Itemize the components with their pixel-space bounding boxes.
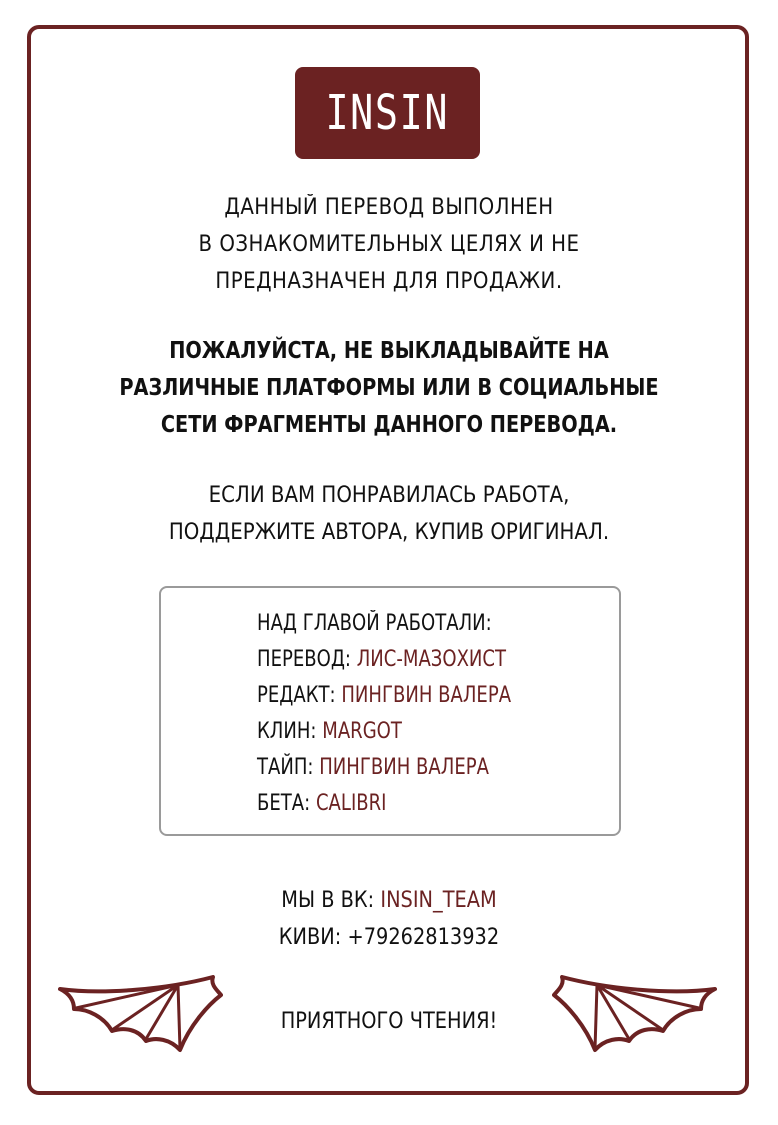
team-logo <box>295 67 480 159</box>
credits-heading: НАД ГЛАВОЙ РАБОТАЛИ: <box>257 611 492 636</box>
warning-text <box>113 333 666 444</box>
disclaimer-text <box>93 189 685 300</box>
credit-name: MARGOT <box>322 719 402 744</box>
credit-name: ЛИС-МАЗОХИСТ <box>356 647 507 672</box>
credit-label: ТАЙП: <box>257 755 314 780</box>
credit-label: ПЕРЕВОД: <box>257 647 351 672</box>
credit-cleaning <box>257 714 511 750</box>
team-logo-text: INSIN <box>325 85 450 141</box>
qiwi-label: КИВИ: <box>278 925 342 950</box>
contacts <box>99 882 678 956</box>
vk-label: МЫ В ВК: <box>281 888 375 913</box>
credit-beta <box>257 786 511 822</box>
credit-translation <box>257 642 511 678</box>
warning-line: РАЗЛИЧНЫЕ ПЛАТФОРМЫ ИЛИ В СОЦИАЛЬНЫЕ <box>119 375 659 401</box>
qiwi-contact <box>99 919 678 956</box>
credit-editing <box>257 678 511 714</box>
credit-name: ПИНГВИН ВАЛЕРА <box>341 683 512 708</box>
warning-line: ПОЖАЛУЙСТА, НЕ ВЫКЛАДЫВАЙТЕ НА <box>169 338 609 364</box>
disclaimer-line: В ОЗНАКОМИТЕЛЬНЫХ ЦЕЛЯХ И НЕ <box>198 232 580 257</box>
credit-name: CALIBRI <box>315 791 387 816</box>
credits-list <box>257 606 511 822</box>
qiwi-number: +79262813932 <box>347 925 500 950</box>
support-line: ЕСЛИ ВАМ ПОНРАВИЛАСЬ РАБОТА, <box>208 483 570 508</box>
vk-contact <box>99 882 678 919</box>
credit-label: РЕДАКТ: <box>257 683 336 708</box>
credit-label: КЛИН: <box>257 719 317 744</box>
support-text <box>93 477 685 551</box>
vk-link[interactable]: INSIN_TEAM <box>380 888 497 913</box>
support-line: ПОДДЕРЖИТЕ АВТОРА, КУПИВ ОРИГИНАЛ. <box>168 520 610 545</box>
credits-box <box>159 586 621 836</box>
farewell-text: ПРИЯТНОГО ЧТЕНИЯ! <box>280 1009 498 1034</box>
disclaimer-line: ПРЕДНАЗНАЧЕН ДЛЯ ПРОДАЖИ. <box>215 269 563 294</box>
credit-name: ПИНГВИН ВАЛЕРА <box>319 755 489 780</box>
credit-typesetting <box>257 750 511 786</box>
credit-label: БЕТА: <box>257 791 311 816</box>
disclaimer-line: ДАННЫЙ ПЕРЕВОД ВЫПОЛНЕН <box>224 195 554 220</box>
warning-line: СЕТИ ФРАГМЕНТЫ ДАННОГО ПЕРЕВОДА. <box>160 412 618 438</box>
